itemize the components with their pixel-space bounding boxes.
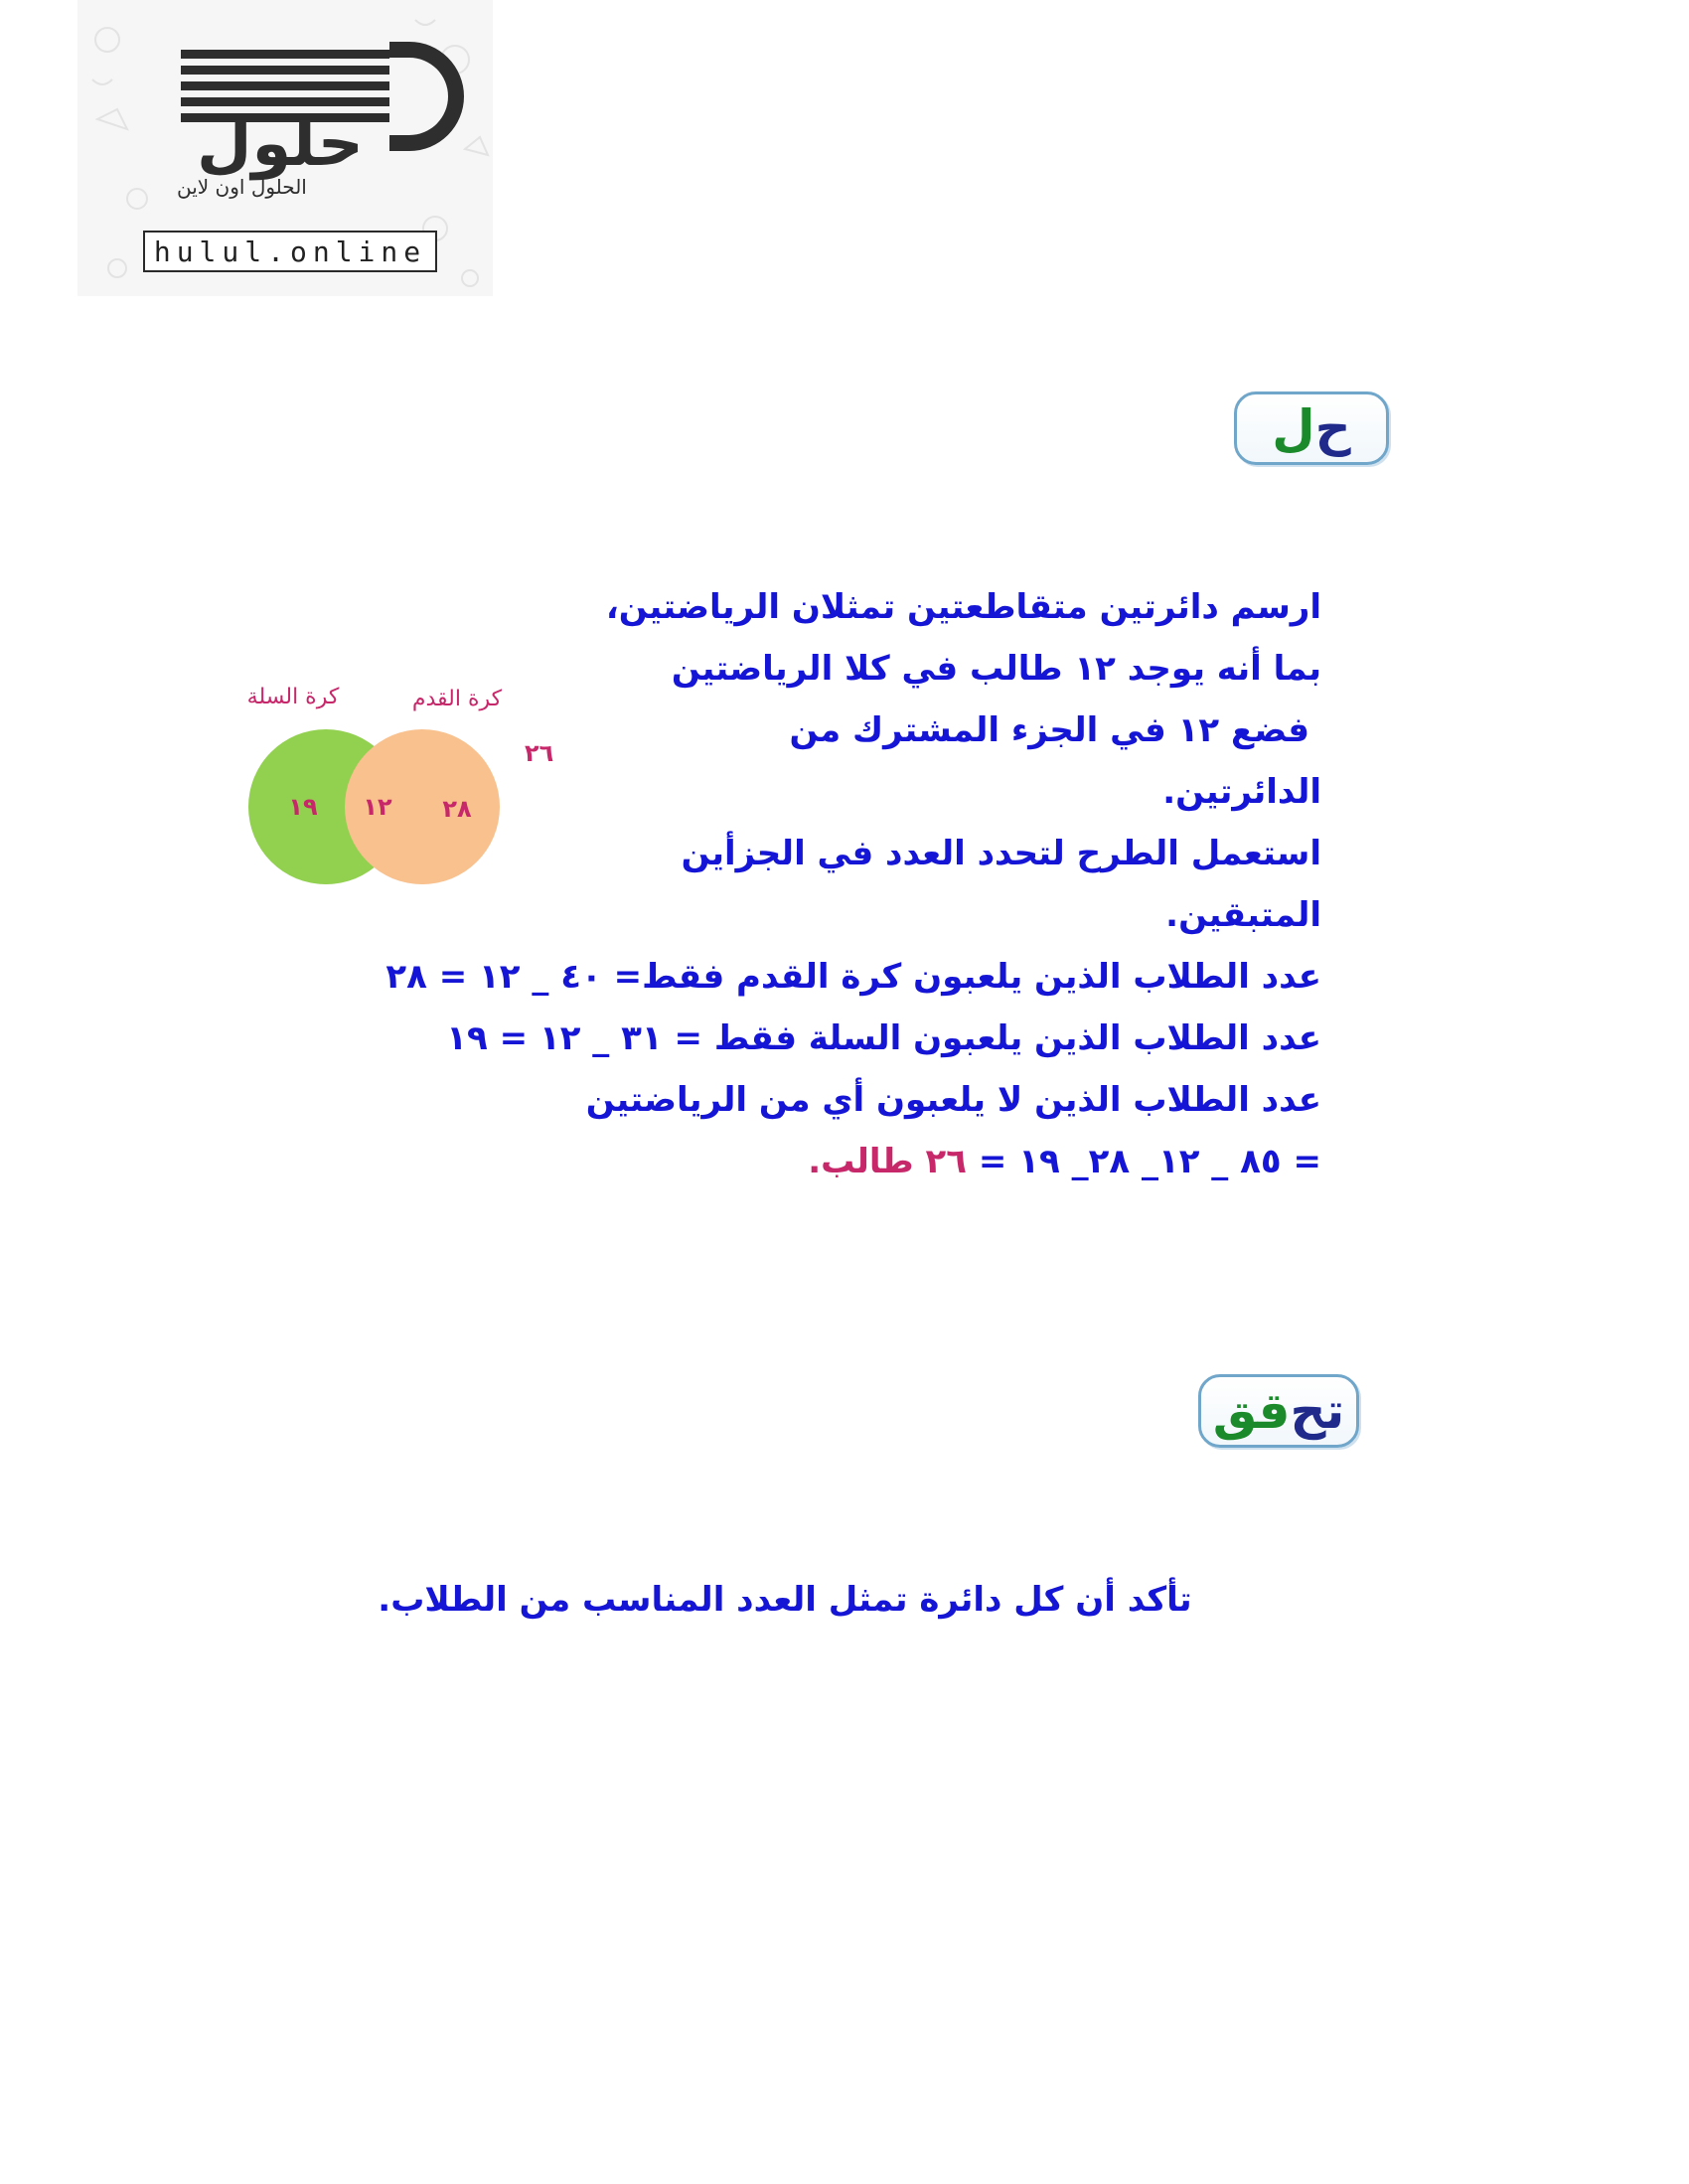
verify-badge-part1: تح [1290,1382,1345,1440]
solution-line: عدد الطلاب الذين لا يلعبون أي من الرياضتين [585,1080,1321,1120]
solution-line: ارسم دائرتين متقاطعتين تمثلان الرياضتين، [605,587,1321,627]
verify-badge [1198,1374,1359,1448]
solution-badge-part1: ح [1314,399,1351,457]
venn-value-basketball-only: ١٩ [288,793,318,821]
logo-arabic-name: حلول [197,107,364,181]
venn-label-basketball: كرة السلة [246,685,340,709]
verify-badge-part2: قق [1212,1382,1291,1440]
solution-line: عدد الطلاب الذين يلعبون السلة فقط = ٣١ _ ١٢ = ١٩ [446,1018,1321,1058]
venn-value-neither: ٢٦ [525,739,554,767]
final-line [417,1131,1321,1192]
solution-line: المتبقين. [1165,895,1321,935]
solution-line: الدائرتين. [1162,772,1321,812]
venn-value-football-only: ٢٨ [442,795,472,823]
logo-url: hulul.online [143,231,437,272]
solution-line: عدد الطلاب الذين يلعبون كرة القدم فقط= ٤٠ _ ١٢ = ٢٨ [385,957,1321,997]
final-equation: = ٨٥ _ ١٢_ ٢٨_ ١٩ = [967,1142,1321,1181]
final-period: . [808,1142,822,1181]
solution-badge-part2: ل [1272,399,1315,457]
logo [77,0,493,296]
verify-text: تأكد أن كل دائرة تمثل العدد المناسب من الطلاب. [378,1580,1192,1620]
solution-line: استعمل الطرح لتحدد العدد في الجزأين [681,834,1321,873]
final-answer: ٢٦ طالب [821,1142,968,1181]
solution-line: فضع ١٢ في الجزء المشترك من [789,710,1309,750]
solution-text [385,576,1321,1192]
venn-label-football: كرة القدم [411,687,503,711]
solution-badge [1234,391,1389,465]
solution-line: بما أنه يوجد ١٢ طالب في كلا الرياضتين [671,649,1321,689]
logo-arabic-tagline: الحلول اون لاين [177,175,307,199]
venn-value-both: ١٢ [363,793,392,821]
